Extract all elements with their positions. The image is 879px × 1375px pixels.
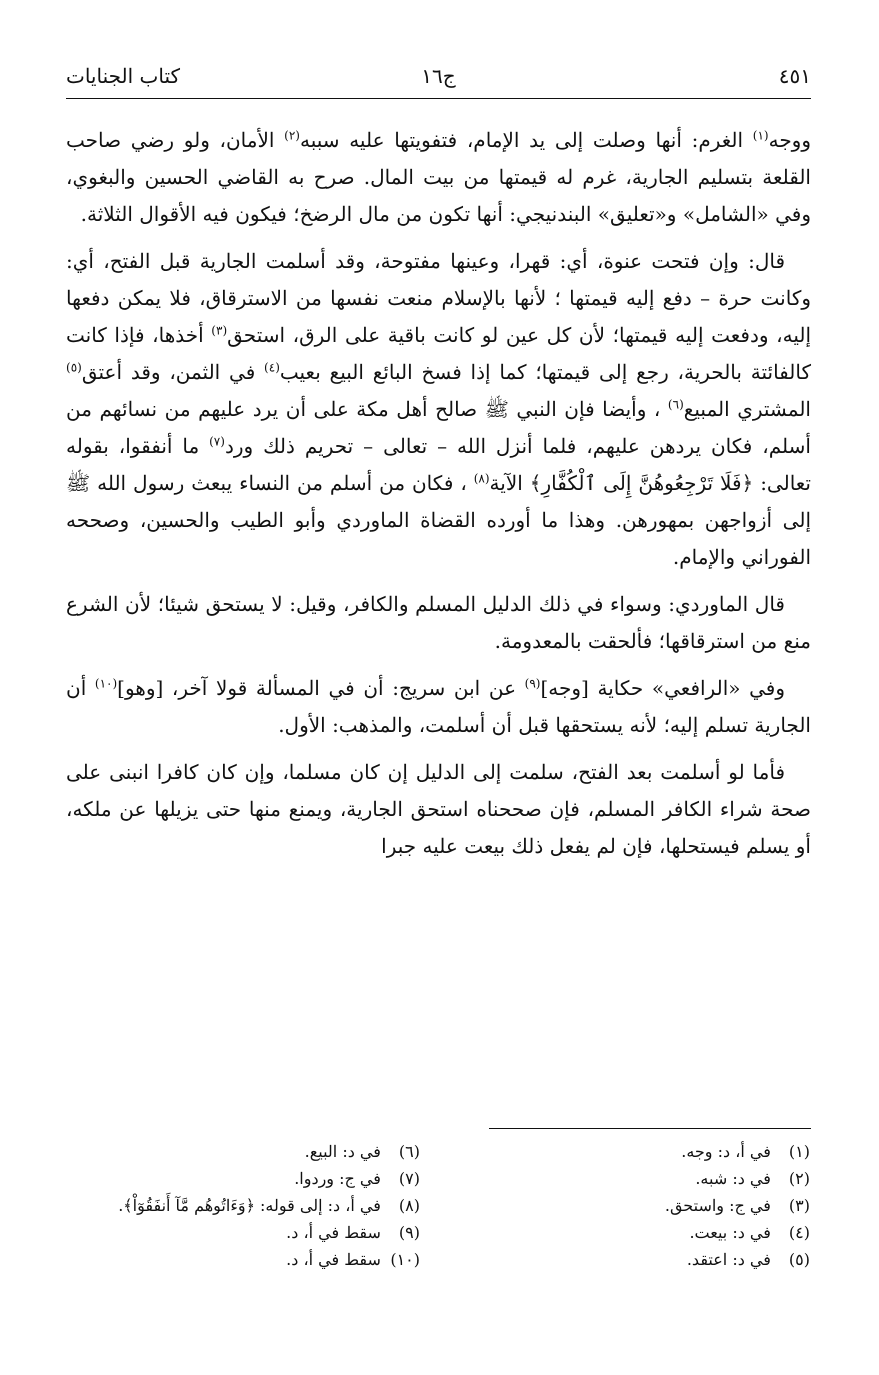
footnote xyxy=(40,1138,420,1165)
text-run: أخذها، فإذا كانت كالفائتة بالحرية، رجع إلى قيمتها؛ كما إذا فسخ البائع البيع بعيب xyxy=(66,323,811,384)
footnote-marker: (٨) xyxy=(473,471,490,486)
text-run: قال الماوردي: وسواء في ذلك الدليل المسلم والكافر، وقيل: لا يستحق شيئا؛ لأن الشرع منع من استرقاقها؛ فألحقت بالمعدومة. xyxy=(66,592,811,653)
text-run: ما أنفقوا، بقوله تعالى: ﴿فَلَا تَرْجِعُوهُنَّ إِلَى ٱلْكُفَّارِ﴾ الآية xyxy=(66,434,812,495)
footnote-number: (٤) xyxy=(788,1223,810,1242)
paragraph xyxy=(66,670,811,744)
text-run: المشتري المبيع xyxy=(683,397,811,421)
footnote-number: (٥) xyxy=(788,1250,810,1269)
footnote-number: (٦) xyxy=(398,1142,420,1161)
footnote-number: (٣) xyxy=(788,1196,810,1215)
text-run: ووجه xyxy=(768,128,811,152)
text-run: عن ابن سريج: أن في المسألة قولا آخر، [وهو] xyxy=(117,676,525,700)
footnote-text: في د: البيع. xyxy=(304,1142,381,1161)
paragraph xyxy=(66,586,811,660)
footnote-rule xyxy=(489,1128,811,1129)
footnote-marker: (٢) xyxy=(284,128,300,143)
text-run: الغرم: أنها وصلت إلى يد الإمام، فتفويتها عليه سببه xyxy=(299,128,753,152)
footnote xyxy=(470,1246,810,1273)
paragraph xyxy=(66,754,811,865)
footnote-number: (١) xyxy=(788,1142,810,1161)
footnote-text: في ج: وردوا. xyxy=(294,1169,381,1188)
footnote-marker: (٣) xyxy=(211,323,228,338)
text-run: قال: وإن فتحت عنوة، أي: قهرا، وعينها مفتوحة، وقد أسلمت الجارية قبل الفتح، أي: وكانت حرة – دفع إليه قيمتها ؛ لأنها بالإسلام منعت نفسها من الاسترقاق، فلا يمكن دفعها إليه، ودفعت إليه قيمتها؛ لأن كل عين لو كانت باقية على الرق، استحق xyxy=(66,249,812,347)
text-run: فأما لو أسلمت بعد الفتح، سلمت إلى الدليل إن كان مسلما، وإن كان كافرا انبنى على صحة شراء الكافر المسلم، فإن صححناه استحق الجارية، ويمنع منها حتى يزيلها عن ملكه، أو يسلم فيستحلها، فإن لم يفعل ذلك بيعت عليه جبرا xyxy=(66,760,811,858)
text-run: ، فكان من أسلم من النساء يبعث رسول الله ﷺ إلى أزواجهن بمهورهن. وهذا ما أورده القضاة الماوردي وأبو الطيب والحسين، وصححه الفوراني والإمام. xyxy=(66,471,811,569)
text-run: أن الجارية تسلم إليه؛ لأنه يستحقها قبل أن أسلمت، والمذهب: الأول. xyxy=(66,676,811,737)
footnote-text: في د: شبه. xyxy=(695,1169,771,1188)
footnote-text: في د: اعتقد. xyxy=(686,1250,771,1269)
footnote-number: (٢) xyxy=(788,1169,810,1188)
volume-label: ج١٦ xyxy=(421,64,456,88)
paragraph xyxy=(66,243,811,576)
text-run: ، وأيضا فإن النبي ﷺ صالح أهل مكة على أن يرد عليهم من نسائهم من أسلم، فكان يردهن عليهم، فلما أنزل الله – تعالى – تحريم ذلك ورد xyxy=(66,397,811,458)
running-header xyxy=(66,58,811,94)
footnote xyxy=(470,1165,810,1192)
footnote xyxy=(40,1246,420,1273)
footnote-text: سقط في أ، د. xyxy=(286,1250,381,1269)
text-run: الأمان، ولو رضي صاحب القلعة بتسليم الجارية، غرم له قيمتها من بيت المال. صرح به القاضي الحسين والبغوي، وفي «الشامل» و«تعليق» البندنيجي: أنها تكون من مال الرضخ؛ فيكون فيه الأقوال الثلاثة. xyxy=(66,128,811,226)
footnote xyxy=(40,1165,420,1192)
text-run: في الثمن، وقد أعتق xyxy=(81,360,265,384)
footnote-text: في أ، د: وجه. xyxy=(681,1142,771,1161)
footnote xyxy=(470,1138,810,1165)
footnote xyxy=(470,1192,810,1219)
footnote xyxy=(40,1192,420,1219)
footnotes-column-right xyxy=(470,1138,810,1273)
footnote-number: (٨) xyxy=(398,1196,420,1215)
footnote xyxy=(470,1219,810,1246)
footnote-text: سقط في أ، د. xyxy=(286,1223,381,1242)
footnotes-column-left xyxy=(40,1138,420,1273)
header-rule xyxy=(66,98,811,99)
main-text xyxy=(66,122,811,875)
footnote-marker: (١٠) xyxy=(94,676,118,691)
footnote-number: (٩) xyxy=(398,1223,420,1242)
footnote-text: في أ، د: إلى قوله: ﴿وَءَاتُوهُم مَّآ أَنفَقُوٓاْ﴾. xyxy=(118,1196,381,1215)
footnote-marker: (٩) xyxy=(524,676,541,691)
footnote xyxy=(40,1219,420,1246)
footnote-number: (١٠) xyxy=(390,1250,420,1269)
footnote-text: في د: بيعت. xyxy=(689,1223,771,1242)
book-title: كتاب الجنايات xyxy=(66,64,181,88)
text-run: وفي «الرافعي» حكاية [وجه] xyxy=(540,676,786,700)
footnote-marker: (١) xyxy=(752,128,769,143)
paragraph xyxy=(66,122,811,233)
footnote-number: (٧) xyxy=(398,1169,420,1188)
footnote-marker: (٦) xyxy=(667,397,684,412)
footnote-marker: (٥) xyxy=(66,360,82,375)
page-number: ٤٥١ xyxy=(778,64,811,88)
footnote-marker: (٤) xyxy=(264,360,280,375)
footnote-text: في ج: واستحق. xyxy=(664,1196,771,1215)
footnote-marker: (٧) xyxy=(209,434,225,449)
